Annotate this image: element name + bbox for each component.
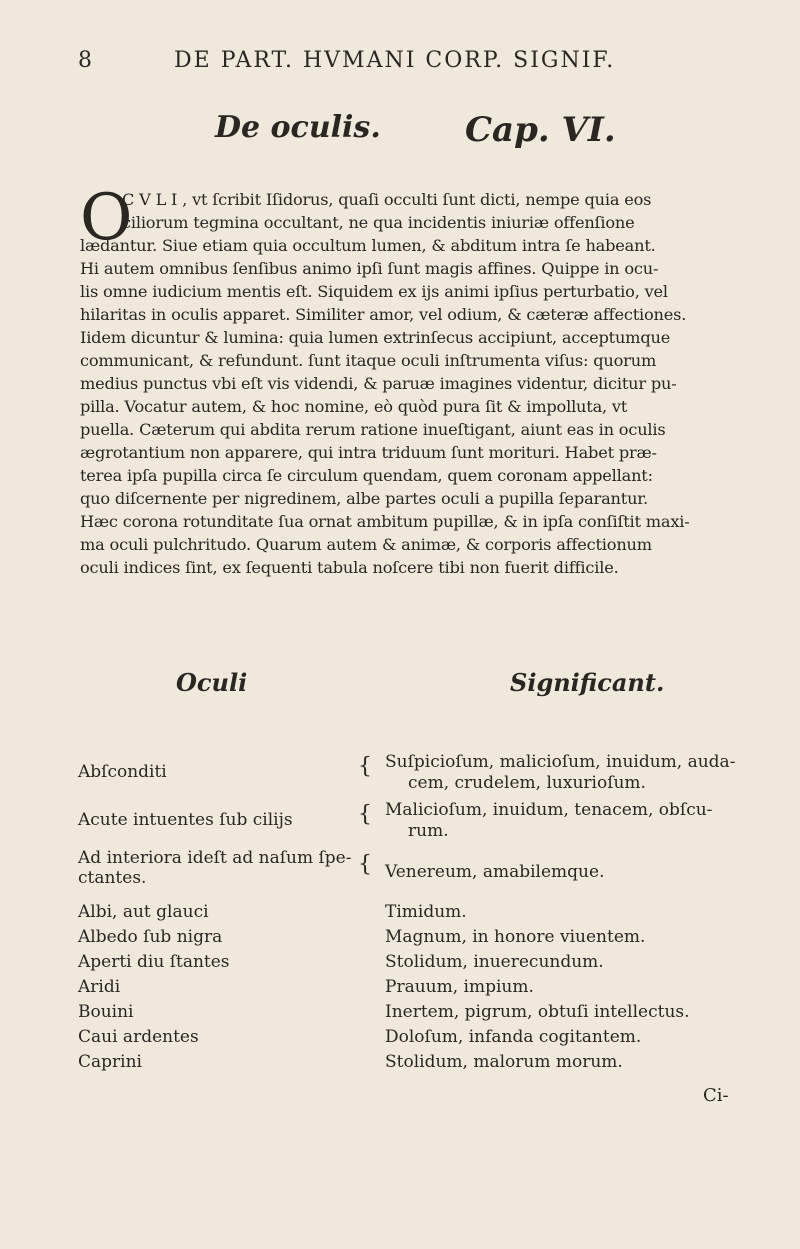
body-line: lis omne iudicium mentis eſt. Siquidem ex ijs animi ipſius perturbatio, vel [80, 282, 668, 301]
body-line: oculi indices ſint, ex ſequenti tabula noſcere tibi non fuerit difficile. [80, 558, 619, 577]
body-line: C V L I , vt ſcribit Iſidorus, quaſi occulti ſunt dicti, nempe quia eos [122, 190, 652, 209]
drop-capital: O [80, 181, 133, 255]
chapter-title: De oculis. [215, 110, 381, 145]
eye-type: Abſconditi [78, 762, 167, 782]
meaning: Stolidum, inuerecundum. [385, 952, 604, 972]
meaning: Stolidum, malorum morum. [385, 1052, 623, 1072]
eye-type: Ad interiora ideſt ad naſum ſpe- [78, 848, 352, 868]
eye-type: ctantes. [78, 868, 147, 888]
catchword: Ci- [703, 1085, 729, 1106]
meaning: Magnum, in honore viuentem. [385, 927, 646, 947]
chapter-number: Cap. VI. [465, 110, 616, 150]
eye-type: Acute intuentes ſub cilijs [78, 810, 293, 830]
column-heading-oculi: Oculi [176, 668, 248, 697]
meaning: Venereum, amabilemque. [385, 862, 605, 882]
meaning: Malicioſum, inuidum, tenacem, obſcu- [385, 800, 713, 820]
eye-type: Bouini [78, 1002, 134, 1022]
meaning: Prauum, impium. [385, 977, 534, 997]
body-line: Hi autem omnibus ſenſibus animo ipſi ſunt magis affines. Quippe in ocu- [80, 259, 659, 278]
body-line: Hæc corona rotunditate ſua ornat ambitum pupillæ, & in ipſa conſiſtit maxi- [80, 512, 690, 531]
body-line: puella. Cæterum qui abdita rerum ratione inueſtigant, aiunt eas in oculis [80, 420, 666, 439]
eye-type: Caui ardentes [78, 1027, 199, 1047]
body-line: lædantur. Siue etiam quia occultum lumen, & abditum intra ſe habeant. [80, 236, 656, 255]
body-line: pilla. Vocatur autem, & hoc nomine, eò quòd pura ſit & impolluta, vt [80, 397, 628, 416]
body-line: terea ipſa pupilla circa ſe circulum quendam, quem coronam appellant: [80, 466, 653, 485]
body-line: communicant, & refundunt. ſunt itaque oculi inſtrumenta viſus: quorum [80, 351, 657, 370]
body-line: ma oculi pulchritudo. Quarum autem & animæ, & corporis affectionum [80, 535, 652, 554]
page-number: 8 [78, 48, 92, 73]
meaning: rum. [408, 821, 449, 841]
running-title: DE PART. HVMANI CORP. SIGNIF. [174, 48, 616, 73]
meaning: Suſpicioſum, malicioſum, inuidum, auda- [385, 752, 736, 772]
eye-type: Albi, aut glauci [78, 902, 209, 922]
meaning: cem, crudelem, luxurioſum. [408, 773, 646, 793]
brace: { [358, 802, 372, 827]
eye-type: Aperti diu ſtantes [78, 952, 230, 972]
eye-type: Caprini [78, 1052, 142, 1072]
meaning: Inertem, pigrum, obtuſi intellectus. [385, 1002, 690, 1022]
body-line: ciliorum tegmina occultant, ne qua incidentis iniuriæ offenſione [122, 213, 635, 232]
body-line: ægrotantium non apparere, qui intra triduum ſunt morituri. Habet præ- [80, 443, 657, 462]
body-line: quo diſcernente per nigredinem, albe partes oculi a pupilla ſeparantur. [80, 489, 648, 508]
body-line: hilaritas in oculis apparet. Similiter amor, vel odium, & cæteræ affectiones. [80, 305, 687, 324]
body-line: medius punctus vbi eſt vis videndi, & paruæ imagines videntur, dicitur pu- [80, 374, 677, 393]
meaning: Doloſum, infanda cogitantem. [385, 1027, 642, 1047]
table-headings [0, 668, 800, 708]
body-line: Iidem dicuntur & lumina: quia lumen extrinſecus accipiunt, acceptumque [80, 328, 671, 347]
page-header [78, 48, 760, 84]
brace: { [358, 754, 372, 779]
eye-type: Aridi [78, 977, 121, 997]
column-heading-significant: Significant. [510, 668, 665, 697]
eye-type: Albedo ſub nigra [78, 927, 223, 947]
meaning: Timidum. [385, 902, 467, 922]
brace: { [358, 852, 372, 877]
chapter-heading [0, 110, 800, 160]
